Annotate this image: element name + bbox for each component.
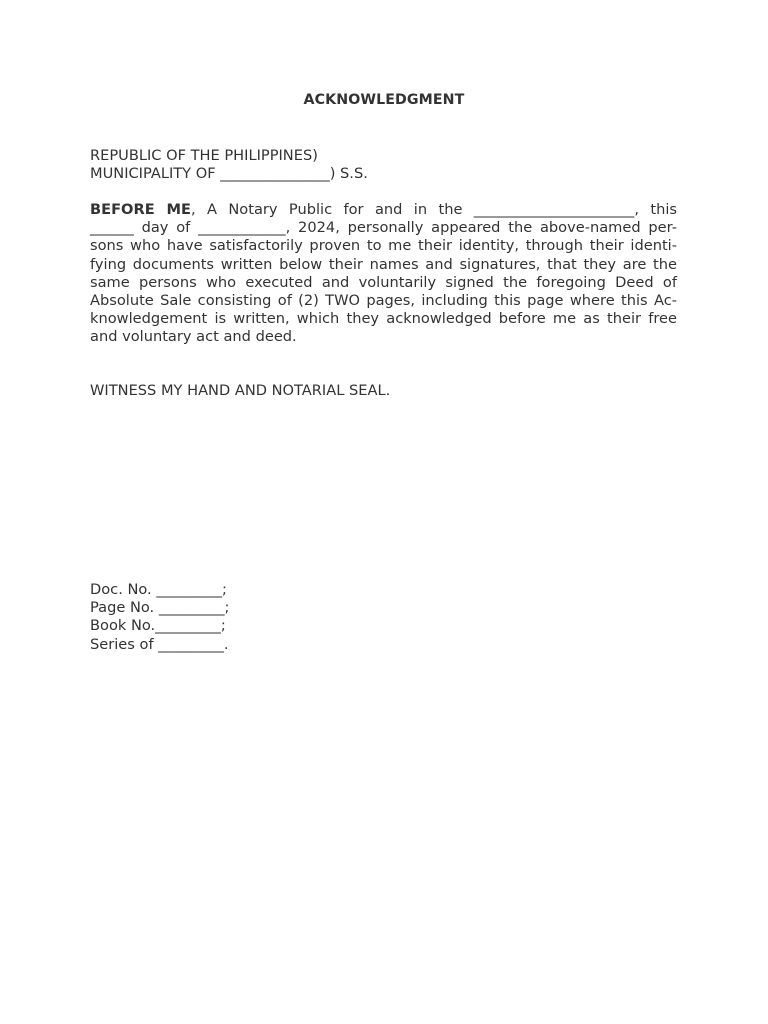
paragraph-line: fying documents written below their names and signatures, that they are the (90, 255, 677, 273)
paragraph-line: Absolute Sale consisting of (2) TWO pages, including this page where this Ac- (90, 292, 677, 310)
paragraph-line: and voluntary act and deed. (90, 328, 297, 346)
notarial-register (90, 581, 229, 654)
acknowledgment-paragraph (90, 201, 677, 347)
venue-municipality-line: MUNICIPALITY OF _______________) S.S. (90, 165, 368, 182)
book-no-line: Book No._________; (90, 617, 226, 635)
paragraph-line-text: , A Notary Public for and in the ______________________, this (191, 201, 677, 218)
paragraph-line: knowledgement is written, which they acknowledged before me as their free (90, 310, 677, 328)
venue-republic-line: REPUBLIC OF THE PHILIPPINES) (90, 147, 318, 164)
paragraph-line: ______ day of ____________, 2024, personally appeared the above-named per- (90, 219, 677, 237)
series-line: Series of _________. (90, 635, 229, 653)
paragraph-line: sons who have satisfactorily proven to me their identity, through their identi- (90, 237, 677, 255)
paragraph-line (90, 201, 677, 219)
document-title: ACKNOWLEDGMENT (303, 92, 465, 108)
venue-block (90, 147, 368, 183)
before-me-lead: BEFORE ME (90, 201, 191, 218)
witness-statement: WITNESS MY HAND AND NOTARIAL SEAL. (90, 382, 391, 399)
doc-no-line: Doc. No. _________; (90, 581, 227, 598)
page-no-line: Page No. _________; (90, 599, 230, 617)
paragraph-line: same persons who executed and voluntarily signed the foregoing Deed of (90, 273, 677, 291)
